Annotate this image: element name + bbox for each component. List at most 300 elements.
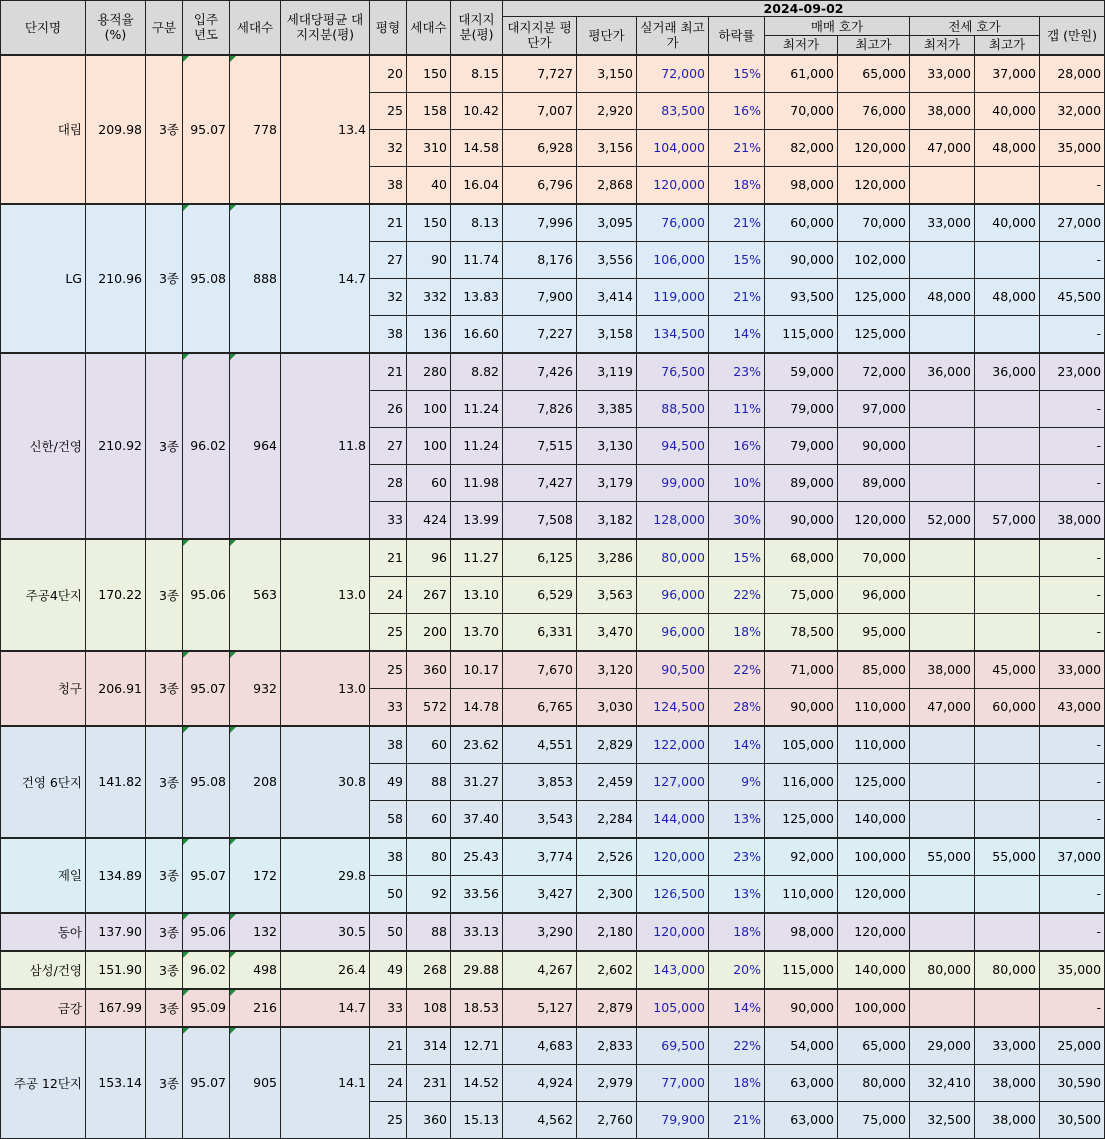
jeonse-min	[910, 390, 975, 427]
jeonse-max: 33,000	[975, 1027, 1040, 1065]
type-households: 100	[407, 427, 451, 464]
pyeong-type: 25	[370, 92, 407, 129]
sale-min: 105,000	[765, 726, 838, 764]
complex-name: LG	[1, 204, 86, 353]
max-transaction: 94,500	[637, 427, 709, 464]
zone: 3종	[146, 913, 183, 951]
sale-max: 110,000	[838, 688, 910, 726]
col-floor-area-ratio: 용적율 (%)	[86, 1, 146, 55]
decline-rate: 14%	[709, 989, 765, 1027]
col-zone: 구분	[146, 1, 183, 55]
floor-area-ratio: 134.89	[86, 838, 146, 913]
sale-max: 65,000	[838, 55, 910, 93]
gap: 33,000	[1040, 651, 1105, 689]
gap: -	[1040, 989, 1105, 1027]
move-in-year: 95.07	[183, 1027, 230, 1139]
type-households: 332	[407, 278, 451, 315]
land-share: 8.13	[451, 204, 503, 242]
avg-land-share: 30.5	[281, 913, 370, 951]
type-households: 88	[407, 913, 451, 951]
move-in-year: 95.09	[183, 989, 230, 1027]
col-max-transaction: 실거래 최고가	[637, 17, 709, 55]
land-unit-price: 7,826	[503, 390, 577, 427]
move-in-year: 95.07	[183, 651, 230, 726]
col-complex-name: 단지명	[1, 1, 86, 55]
col-move-in-year: 입주 년도	[183, 1, 230, 55]
max-transaction: 96,000	[637, 613, 709, 651]
move-in-year: 95.06	[183, 539, 230, 651]
pyeong-type: 38	[370, 838, 407, 876]
col-land-unit-price: 대지지분 평단가	[503, 17, 577, 55]
type-households: 424	[407, 501, 451, 539]
jeonse-min: 48,000	[910, 278, 975, 315]
jeonse-max	[975, 464, 1040, 501]
sale-min: 89,000	[765, 464, 838, 501]
sale-max: 100,000	[838, 989, 910, 1027]
jeonse-min	[910, 427, 975, 464]
unit-price: 3,563	[577, 576, 637, 613]
max-transaction: 124,500	[637, 688, 709, 726]
land-unit-price: 6,928	[503, 129, 577, 166]
type-households: 280	[407, 353, 451, 391]
max-transaction: 90,500	[637, 651, 709, 689]
sale-min: 79,000	[765, 390, 838, 427]
type-households: 96	[407, 539, 451, 577]
col-type-households: 세대수	[407, 1, 451, 55]
max-transaction: 143,000	[637, 951, 709, 989]
decline-rate: 13%	[709, 875, 765, 913]
max-transaction: 96,000	[637, 576, 709, 613]
max-transaction: 144,000	[637, 800, 709, 838]
sale-min: 90,000	[765, 688, 838, 726]
col-pyeong-type: 평형	[370, 1, 407, 55]
sale-max: 100,000	[838, 838, 910, 876]
zone: 3종	[146, 651, 183, 726]
unit-price: 3,120	[577, 651, 637, 689]
unit-price: 3,095	[577, 204, 637, 242]
unit-price: 2,829	[577, 726, 637, 764]
avg-land-share: 14.7	[281, 204, 370, 353]
sale-max: 65,000	[838, 1027, 910, 1065]
pyeong-type: 21	[370, 1027, 407, 1065]
land-unit-price: 3,290	[503, 913, 577, 951]
jeonse-max: 38,000	[975, 1064, 1040, 1101]
sale-max: 90,000	[838, 427, 910, 464]
land-share: 16.60	[451, 315, 503, 353]
sale-max: 120,000	[838, 166, 910, 204]
pyeong-type: 50	[370, 875, 407, 913]
max-transaction: 119,000	[637, 278, 709, 315]
households: 498	[230, 951, 281, 989]
decline-rate: 22%	[709, 651, 765, 689]
sale-min: 59,000	[765, 353, 838, 391]
pyeong-type: 38	[370, 315, 407, 353]
jeonse-min: 38,000	[910, 92, 975, 129]
sale-max: 89,000	[838, 464, 910, 501]
type-households: 310	[407, 129, 451, 166]
gap: -	[1040, 464, 1105, 501]
type-households: 60	[407, 800, 451, 838]
land-share: 11.24	[451, 390, 503, 427]
sale-max: 75,000	[838, 1101, 910, 1138]
sale-max: 95,000	[838, 613, 910, 651]
unit-price: 2,284	[577, 800, 637, 838]
land-share: 11.24	[451, 427, 503, 464]
zone: 3종	[146, 838, 183, 913]
land-unit-price: 6,796	[503, 166, 577, 204]
jeonse-min: 47,000	[910, 129, 975, 166]
unit-price: 3,119	[577, 353, 637, 391]
max-transaction: 106,000	[637, 241, 709, 278]
land-unit-price: 4,683	[503, 1027, 577, 1065]
jeonse-min	[910, 726, 975, 764]
gap: 43,000	[1040, 688, 1105, 726]
table-row	[1, 838, 1105, 876]
max-transaction: 120,000	[637, 913, 709, 951]
table-row	[1, 651, 1105, 689]
jeonse-max	[975, 576, 1040, 613]
complex-name: 금강	[1, 989, 86, 1027]
unit-price: 3,158	[577, 315, 637, 353]
jeonse-max	[975, 166, 1040, 204]
pyeong-type: 21	[370, 539, 407, 577]
type-households: 158	[407, 92, 451, 129]
pyeong-type: 28	[370, 464, 407, 501]
gap: 32,000	[1040, 92, 1105, 129]
floor-area-ratio: 210.92	[86, 353, 146, 539]
land-share: 11.27	[451, 539, 503, 577]
gap: -	[1040, 726, 1105, 764]
pyeong-type: 38	[370, 726, 407, 764]
unit-price: 3,130	[577, 427, 637, 464]
land-unit-price: 3,543	[503, 800, 577, 838]
pyeong-type: 21	[370, 353, 407, 391]
type-households: 572	[407, 688, 451, 726]
pyeong-type: 33	[370, 501, 407, 539]
table-row	[1, 913, 1105, 951]
sale-max: 125,000	[838, 315, 910, 353]
gap: -	[1040, 913, 1105, 951]
unit-price: 3,385	[577, 390, 637, 427]
land-share: 13.70	[451, 613, 503, 651]
land-share: 29.88	[451, 951, 503, 989]
max-transaction: 120,000	[637, 838, 709, 876]
avg-land-share: 26.4	[281, 951, 370, 989]
max-transaction: 99,000	[637, 464, 709, 501]
complex-name: 동아	[1, 913, 86, 951]
type-households: 100	[407, 390, 451, 427]
unit-price: 3,030	[577, 688, 637, 726]
gap: -	[1040, 576, 1105, 613]
sale-min: 63,000	[765, 1064, 838, 1101]
jeonse-min: 38,000	[910, 651, 975, 689]
decline-rate: 10%	[709, 464, 765, 501]
land-share: 33.56	[451, 875, 503, 913]
zone: 3종	[146, 539, 183, 651]
decline-rate: 18%	[709, 1064, 765, 1101]
complex-name: 삼성/건영	[1, 951, 86, 989]
move-in-year: 95.08	[183, 726, 230, 838]
jeonse-max	[975, 726, 1040, 764]
jeonse-min	[910, 464, 975, 501]
unit-price: 2,459	[577, 763, 637, 800]
jeonse-min: 32,410	[910, 1064, 975, 1101]
gap: 35,000	[1040, 951, 1105, 989]
col-land-share: 대지지 분(평)	[451, 1, 503, 55]
max-transaction: 128,000	[637, 501, 709, 539]
type-households: 80	[407, 838, 451, 876]
land-share: 23.62	[451, 726, 503, 764]
avg-land-share: 30.8	[281, 726, 370, 838]
pyeong-type: 25	[370, 613, 407, 651]
land-unit-price: 8,176	[503, 241, 577, 278]
jeonse-max	[975, 763, 1040, 800]
sale-min: 60,000	[765, 204, 838, 242]
unit-price: 2,879	[577, 989, 637, 1027]
complex-name: 건영 6단지	[1, 726, 86, 838]
table-row	[1, 539, 1105, 577]
jeonse-max	[975, 539, 1040, 577]
gap: -	[1040, 390, 1105, 427]
jeonse-max	[975, 989, 1040, 1027]
type-households: 136	[407, 315, 451, 353]
sale-max: 120,000	[838, 129, 910, 166]
land-unit-price: 4,267	[503, 951, 577, 989]
max-transaction: 72,000	[637, 55, 709, 93]
land-share: 33.13	[451, 913, 503, 951]
zone: 3종	[146, 55, 183, 204]
decline-rate: 28%	[709, 688, 765, 726]
sale-min: 78,500	[765, 613, 838, 651]
sale-min: 125,000	[765, 800, 838, 838]
table-body	[1, 55, 1105, 1139]
sale-max: 120,000	[838, 875, 910, 913]
floor-area-ratio: 167.99	[86, 989, 146, 1027]
pyeong-type: 20	[370, 55, 407, 93]
decline-rate: 20%	[709, 951, 765, 989]
land-share: 31.27	[451, 763, 503, 800]
jeonse-max	[975, 875, 1040, 913]
type-households: 150	[407, 204, 451, 242]
land-share: 11.74	[451, 241, 503, 278]
decline-rate: 21%	[709, 204, 765, 242]
sale-max: 85,000	[838, 651, 910, 689]
pyeong-type: 32	[370, 278, 407, 315]
gap: 23,000	[1040, 353, 1105, 391]
sale-max: 96,000	[838, 576, 910, 613]
pyeong-type: 27	[370, 241, 407, 278]
land-share: 25.43	[451, 838, 503, 876]
land-unit-price: 6,125	[503, 539, 577, 577]
move-in-year: 95.06	[183, 913, 230, 951]
land-unit-price: 7,670	[503, 651, 577, 689]
households: 905	[230, 1027, 281, 1139]
land-unit-price: 7,900	[503, 278, 577, 315]
decline-rate: 16%	[709, 92, 765, 129]
gap: -	[1040, 427, 1105, 464]
max-transaction: 127,000	[637, 763, 709, 800]
max-transaction: 76,000	[637, 204, 709, 242]
type-households: 60	[407, 464, 451, 501]
sale-min: 92,000	[765, 838, 838, 876]
gap: 27,000	[1040, 204, 1105, 242]
type-households: 267	[407, 576, 451, 613]
households: 888	[230, 204, 281, 353]
max-transaction: 105,000	[637, 989, 709, 1027]
jeonse-max: 38,000	[975, 1101, 1040, 1138]
max-transaction: 88,500	[637, 390, 709, 427]
jeonse-min: 29,000	[910, 1027, 975, 1065]
col-jeonse-ask: 전세 호가	[910, 17, 1040, 36]
sale-min: 90,000	[765, 241, 838, 278]
households: 216	[230, 989, 281, 1027]
unit-price: 2,180	[577, 913, 637, 951]
sale-min: 54,000	[765, 1027, 838, 1065]
gap: -	[1040, 875, 1105, 913]
sale-min: 70,000	[765, 92, 838, 129]
sale-min: 90,000	[765, 989, 838, 1027]
avg-land-share: 14.7	[281, 989, 370, 1027]
pyeong-type: 50	[370, 913, 407, 951]
table-row	[1, 951, 1105, 989]
land-share: 10.42	[451, 92, 503, 129]
jeonse-min	[910, 576, 975, 613]
pyeong-type: 32	[370, 129, 407, 166]
type-households: 40	[407, 166, 451, 204]
jeonse-min	[910, 241, 975, 278]
table-row	[1, 204, 1105, 242]
max-transaction: 83,500	[637, 92, 709, 129]
jeonse-max: 60,000	[975, 688, 1040, 726]
sale-min: 115,000	[765, 315, 838, 353]
unit-price: 3,470	[577, 613, 637, 651]
decline-rate: 15%	[709, 241, 765, 278]
gap: -	[1040, 763, 1105, 800]
avg-land-share: 29.8	[281, 838, 370, 913]
sale-min: 79,000	[765, 427, 838, 464]
pyeong-type: 24	[370, 1064, 407, 1101]
sale-max: 70,000	[838, 204, 910, 242]
households: 208	[230, 726, 281, 838]
type-households: 360	[407, 1101, 451, 1138]
zone: 3종	[146, 353, 183, 539]
decline-rate: 18%	[709, 913, 765, 951]
gap: 37,000	[1040, 838, 1105, 876]
complex-name: 주공 12단지	[1, 1027, 86, 1139]
type-households: 150	[407, 55, 451, 93]
land-share: 14.58	[451, 129, 503, 166]
sale-min: 110,000	[765, 875, 838, 913]
sale-max: 125,000	[838, 763, 910, 800]
zone: 3종	[146, 726, 183, 838]
complex-name: 청구	[1, 651, 86, 726]
decline-rate: 23%	[709, 353, 765, 391]
decline-rate: 23%	[709, 838, 765, 876]
households: 132	[230, 913, 281, 951]
jeonse-min: 55,000	[910, 838, 975, 876]
col-decline-rate: 하락률	[709, 17, 765, 55]
gap: 45,500	[1040, 278, 1105, 315]
type-households: 88	[407, 763, 451, 800]
pyeong-type: 33	[370, 989, 407, 1027]
jeonse-max	[975, 427, 1040, 464]
decline-rate: 18%	[709, 166, 765, 204]
land-unit-price: 7,727	[503, 55, 577, 93]
sale-max: 140,000	[838, 951, 910, 989]
type-households: 314	[407, 1027, 451, 1065]
pyeong-type: 26	[370, 390, 407, 427]
land-share: 14.78	[451, 688, 503, 726]
land-share: 8.82	[451, 353, 503, 391]
jeonse-max: 40,000	[975, 92, 1040, 129]
table-row	[1, 989, 1105, 1027]
pyeong-type: 33	[370, 688, 407, 726]
decline-rate: 21%	[709, 129, 765, 166]
sale-min: 68,000	[765, 539, 838, 577]
zone: 3종	[146, 1027, 183, 1139]
land-share: 15.13	[451, 1101, 503, 1138]
unit-price: 2,602	[577, 951, 637, 989]
unit-price: 3,182	[577, 501, 637, 539]
gap: -	[1040, 315, 1105, 353]
avg-land-share: 13.0	[281, 651, 370, 726]
type-households: 90	[407, 241, 451, 278]
jeonse-max: 48,000	[975, 278, 1040, 315]
zone: 3종	[146, 951, 183, 989]
jeonse-min	[910, 315, 975, 353]
jeonse-max	[975, 390, 1040, 427]
land-unit-price: 7,426	[503, 353, 577, 391]
floor-area-ratio: 137.90	[86, 913, 146, 951]
land-share: 11.98	[451, 464, 503, 501]
jeonse-max: 40,000	[975, 204, 1040, 242]
header-date: 2024-09-02	[503, 1, 1105, 17]
decline-rate: 16%	[709, 427, 765, 464]
decline-rate: 22%	[709, 1027, 765, 1065]
sale-max: 97,000	[838, 390, 910, 427]
jeonse-min: 32,500	[910, 1101, 975, 1138]
table-row	[1, 726, 1105, 764]
max-transaction: 77,000	[637, 1064, 709, 1101]
decline-rate: 21%	[709, 1101, 765, 1138]
decline-rate: 9%	[709, 763, 765, 800]
jeonse-min: 33,000	[910, 204, 975, 242]
pyeong-type: 21	[370, 204, 407, 242]
jeonse-min	[910, 800, 975, 838]
unit-price: 2,868	[577, 166, 637, 204]
col-households: 세대수	[230, 1, 281, 55]
col-gap: 갭 (만원)	[1040, 17, 1105, 55]
sale-min: 115,000	[765, 951, 838, 989]
move-in-year: 96.02	[183, 353, 230, 539]
jeonse-min	[910, 875, 975, 913]
floor-area-ratio: 170.22	[86, 539, 146, 651]
jeonse-min	[910, 539, 975, 577]
decline-rate: 14%	[709, 726, 765, 764]
pyeong-type: 24	[370, 576, 407, 613]
jeonse-min: 52,000	[910, 501, 975, 539]
land-unit-price: 7,227	[503, 315, 577, 353]
households: 172	[230, 838, 281, 913]
jeonse-min: 33,000	[910, 55, 975, 93]
land-unit-price: 3,774	[503, 838, 577, 876]
jeonse-min	[910, 763, 975, 800]
gap: 38,000	[1040, 501, 1105, 539]
gap: 35,000	[1040, 129, 1105, 166]
decline-rate: 15%	[709, 55, 765, 93]
col-sale-ask: 매매 호가	[765, 17, 910, 36]
max-transaction: 76,500	[637, 353, 709, 391]
